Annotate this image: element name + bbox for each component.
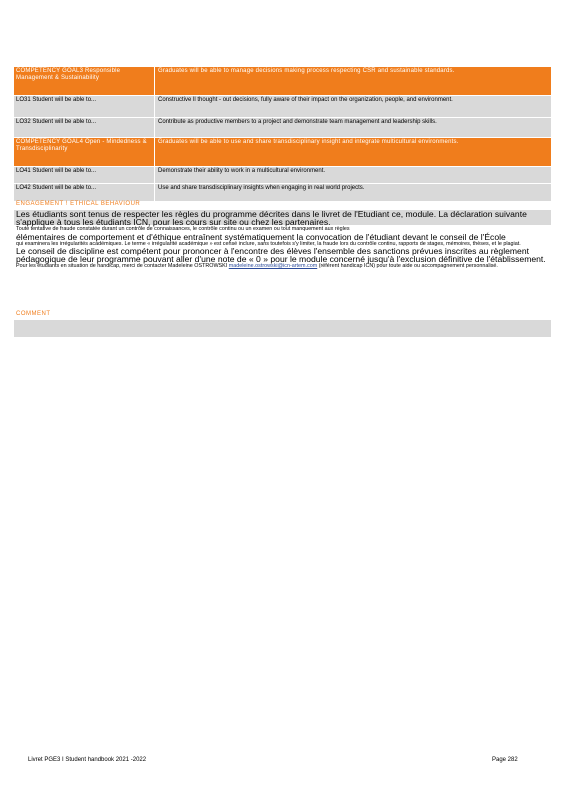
competency-goal-4-row	[14, 138, 551, 167]
engagement-paragraph-6	[16, 263, 550, 270]
comment-field[interactable]	[14, 320, 551, 337]
goal-title: COMPETENCY GOAL3 Responsible Management & Sustainability	[16, 68, 121, 81]
lo-description: Demonstrate their ability to work in a multicultural environment.	[154, 167, 551, 183]
handicap-email-link[interactable]: madeleine.ostrowski@icn-artem.com	[228, 263, 318, 269]
lo-code: LO31 Student will be able to...	[16, 97, 97, 103]
engagement-heading: ENGAGEMENT ! ETHICAL BEHAVIOUR	[16, 201, 141, 207]
handicap-contact-text: Pour les étudiants en situation de handicap, merci de contacter Madeleine OSTROWSKI	[16, 263, 228, 269]
engagement-paragraph-3: élémentaires de comportement et d'éthique entraînent systématiquement la convocation de l'étudiant devant le conseil de l'École	[16, 231, 506, 242]
footer-left: Livret PGE3 I Student handbook 2021 -2022	[28, 757, 147, 763]
lo-code: LO42 Student will be able to...	[16, 185, 97, 191]
lo-description: Use and share transdisciplinary insights when engaging in real world projects.	[154, 184, 551, 201]
engagement-paragraph-4: qui examinera les irrégularités académiques. Le terme « irrégularité académique » est censé inclure, sans toutefois s'y limiter, la fraude lors du contrôle continu, rapports de stages, mémoires, thèses, et le plagiat.	[16, 240, 521, 247]
comment-heading: COMMENT	[16, 311, 51, 317]
goal-description: Graduates will be able to manage decisions making process respecting CSR and sustainable standards.	[154, 67, 551, 95]
lo-code: LO32 Student will be able to...	[16, 119, 97, 125]
engagement-paragraph-1: Les étudiants sont tenus de respecter les règles du programme décrites dans le livret de l'Etudiant ce, module. La déclaration suivante s'applique à tous les étudiants ICN, pour les cours sur site ou chez les partenaires.	[16, 209, 527, 227]
handicap-contact-text-end: (référent handicap ICN) pour toute aide ou accompagnement personnalisé.	[318, 263, 498, 269]
competency-table	[14, 67, 551, 202]
footer-page-number: Page 282	[492, 757, 518, 763]
learning-outcome-row	[14, 167, 551, 184]
engagement-paragraph-2: Toute tentative de fraude constatée durant un contrôle de connaissances, le contrôle continu ou un examen ou tout manquement aux règles	[16, 226, 350, 232]
engagement-body	[16, 210, 550, 270]
lo-description: Contribute as productive members to a project and demonstrate team management and leadership skills.	[154, 118, 551, 137]
lo-code: LO41 Student will be able to...	[16, 168, 97, 174]
lo-description: Constructive ll thought - out decisions, fully aware of their impact on the organization, people, and environment.	[154, 96, 551, 117]
goal-description: Graduates will be able to use and share transdisciplinary insight and integrate multicultural environments.	[154, 138, 551, 166]
engagement-paragraph-5: Le conseil de discipline est compétent pour prononcer à l'encontre des élèves l'ensemble des sanctions prévues inscrites au règlement pédagogique de leur programme pouvant aller d'une note de « 0 » pour le module concerné jusqu'à l'exclusion définitive de l'établissement.	[16, 246, 546, 264]
learning-outcome-row	[14, 96, 551, 118]
learning-outcome-row	[14, 118, 551, 138]
competency-goal-3-row	[14, 67, 551, 96]
learning-outcome-row	[14, 184, 551, 202]
goal-title: COMPETENCY GOAL4 Open - Mindedness & Transdisciplinarity	[16, 139, 147, 152]
